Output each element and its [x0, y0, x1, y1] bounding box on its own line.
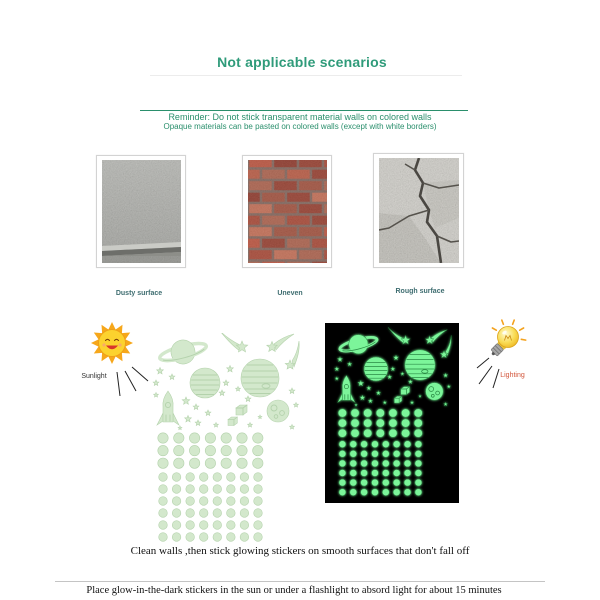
- dot-sticker: [338, 429, 346, 437]
- dot-sticker: [350, 460, 357, 467]
- star-sticker: [223, 380, 229, 385]
- star-sticker: [248, 423, 253, 428]
- star-sticker: [205, 410, 211, 415]
- dot-sticker: [159, 497, 168, 506]
- dot-sticker: [415, 460, 422, 467]
- saturn-sticker: [337, 330, 379, 358]
- dot-sticker: [213, 473, 222, 482]
- dot-sticker: [339, 470, 346, 477]
- dot-sticker: [237, 445, 247, 455]
- dot-sticker: [376, 409, 384, 417]
- uneven-surface-photo-frame: [242, 155, 332, 268]
- dot-sticker: [240, 509, 249, 518]
- dot-sticker: [393, 450, 400, 457]
- dot-sticker: [393, 470, 400, 477]
- dot-sticker: [415, 479, 422, 486]
- reminder-divider: [140, 110, 468, 111]
- star-sticker: [154, 393, 159, 398]
- dot-sticker: [350, 479, 357, 486]
- star-sticker: [219, 390, 225, 395]
- dot-sticker: [364, 419, 372, 427]
- star-sticker: [178, 426, 182, 430]
- daylight-sticker-set: [150, 333, 305, 545]
- dot-sticker: [351, 419, 359, 427]
- dot-sticker: [240, 521, 249, 530]
- page-title: Not applicable scenarios: [217, 54, 387, 70]
- dot-sticker: [159, 533, 168, 542]
- star-sticker: [335, 377, 339, 381]
- dot-sticker: [172, 485, 181, 494]
- star-sticker: [289, 388, 295, 393]
- sun-face: [99, 330, 126, 357]
- dot-sticker: [159, 485, 168, 494]
- dot-sticker: [372, 460, 379, 467]
- star-sticker: [387, 375, 392, 379]
- dot-sticker: [213, 521, 222, 530]
- dot-sticker: [361, 450, 368, 457]
- dot-sticker: [253, 458, 263, 468]
- bulb-glass: [498, 327, 519, 348]
- star-sticker: [360, 395, 365, 400]
- sun-icon: [87, 318, 137, 368]
- dot-sticker: [227, 473, 236, 482]
- comet-star: [236, 341, 247, 352]
- dot-sticker: [158, 458, 168, 468]
- dot-sticker: [254, 497, 263, 506]
- dot-sticker: [414, 409, 422, 417]
- dot-sticker: [415, 470, 422, 477]
- dot-sticker: [172, 521, 181, 530]
- dot-sticker: [186, 521, 195, 530]
- dusty-surface-photo-frame: [96, 155, 186, 268]
- dot-sticker: [199, 533, 208, 542]
- dot-sticker: [339, 441, 346, 448]
- lighting-label: Lighting: [500, 372, 525, 379]
- dot-sticker: [372, 479, 379, 486]
- dot-sticker: [174, 433, 184, 443]
- striped-planet-sticker: [190, 368, 220, 398]
- star-sticker: [376, 391, 381, 395]
- star-sticker: [193, 404, 199, 409]
- dark-room-panel: [325, 323, 459, 503]
- dot-sticker: [372, 489, 379, 496]
- dot-sticker: [361, 470, 368, 477]
- dot-sticker: [186, 509, 195, 518]
- dot-sticker: [205, 445, 215, 455]
- dot-sticker: [159, 473, 168, 482]
- dot-sticker: [382, 450, 389, 457]
- star-sticker: [383, 401, 387, 405]
- comet-sticker: [285, 341, 299, 369]
- dot-sticker: [240, 533, 249, 542]
- instruction-charge-light: Place glow-in-the-dark stickers in the sun or under a flashlight to absord light for about 15 minutes: [86, 585, 502, 596]
- dot-sticker: [404, 460, 411, 467]
- dot-sticker: [401, 419, 409, 427]
- glowing-space-sticker-group: [335, 327, 452, 495]
- dot-sticker: [213, 485, 222, 494]
- sunlight-label: Sunlight: [81, 373, 107, 380]
- dot-sticker: [382, 460, 389, 467]
- dot-sticker: [205, 433, 215, 443]
- dot-sticker: [351, 409, 359, 417]
- star-sticker: [258, 415, 262, 419]
- dot-sticker: [199, 509, 208, 518]
- dot-sticker: [240, 485, 249, 494]
- dot-sticker: [172, 473, 181, 482]
- cracked-wall-photo: [379, 158, 459, 263]
- dot-sticker: [404, 450, 411, 457]
- instruction-clean-walls: Clean walls ,then stick glowing stickers on smooth surfaces that don't fall off: [130, 545, 470, 557]
- dot-sticker: [382, 479, 389, 486]
- star-sticker: [444, 402, 448, 406]
- star-sticker: [408, 379, 413, 383]
- comet-sticker: [425, 330, 447, 344]
- brick-wall-photo: [248, 160, 327, 263]
- dot-sticker: [199, 521, 208, 530]
- dot-sticker: [415, 441, 422, 448]
- sunlight-ray-lines: [110, 362, 152, 400]
- dot-sticker: [227, 521, 236, 530]
- dot-sticker: [227, 509, 236, 518]
- dusty-surface-caption: Dusty surface: [115, 290, 163, 297]
- dot-sticker: [221, 458, 231, 468]
- dot-sticker: [189, 433, 199, 443]
- dot-sticker: [361, 460, 368, 467]
- dusty-surface-photo: [102, 160, 181, 263]
- dot-sticker: [221, 433, 231, 443]
- dot-sticker: [401, 409, 409, 417]
- dot-sticker: [372, 450, 379, 457]
- jupiter-sticker: [405, 350, 435, 380]
- dot-sticker: [253, 445, 263, 455]
- dot-sticker: [364, 429, 372, 437]
- dot-sticker: [186, 533, 195, 542]
- dot-sticker: [186, 473, 195, 482]
- dot-sticker: [376, 429, 384, 437]
- lighting-ray-lines: [472, 355, 504, 391]
- dot-sticker: [227, 533, 236, 542]
- dot-sticker: [393, 460, 400, 467]
- dot-sticker: [339, 450, 346, 457]
- dot-sticker: [338, 419, 346, 427]
- reminder-subtext: Opaque materials can be pasted on colored walls (except with white borders): [163, 122, 437, 131]
- moon-sticker: [267, 400, 289, 422]
- cube-sticker: [228, 417, 237, 426]
- star-sticker: [358, 380, 364, 386]
- dot-sticker: [213, 533, 222, 542]
- dot-sticker: [189, 445, 199, 455]
- star-sticker: [195, 420, 201, 425]
- dot-sticker: [174, 445, 184, 455]
- dot-sticker: [172, 533, 181, 542]
- dot-sticker: [414, 419, 422, 427]
- dot-sticker: [159, 509, 168, 518]
- cube-sticker: [236, 405, 247, 415]
- rocket-sticker: [157, 391, 179, 425]
- star-sticker: [391, 367, 396, 371]
- dot-sticker: [350, 441, 357, 448]
- comet-sticker: [267, 334, 294, 351]
- star-sticker: [418, 395, 421, 398]
- dot-sticker: [199, 485, 208, 494]
- dot-sticker: [372, 441, 379, 448]
- dot-sticker: [254, 473, 263, 482]
- rocket-sticker: [338, 375, 356, 402]
- dot-sticker: [240, 473, 249, 482]
- dot-sticker: [338, 409, 346, 417]
- dot-sticker: [227, 497, 236, 506]
- dot-sticker: [227, 485, 236, 494]
- star-sticker: [157, 368, 164, 374]
- dot-sticker: [189, 458, 199, 468]
- star-sticker: [335, 367, 340, 371]
- star-sticker: [182, 397, 190, 404]
- comet-sticker: [220, 333, 248, 352]
- dot-sticker: [174, 458, 184, 468]
- star-sticker: [367, 386, 372, 390]
- dot-sticker: [205, 458, 215, 468]
- dot-sticker: [350, 450, 357, 457]
- star-sticker: [153, 380, 159, 385]
- bottom-divider: [55, 581, 545, 582]
- dot-sticker: [393, 441, 400, 448]
- star-sticker: [236, 387, 241, 392]
- star-sticker: [347, 362, 352, 366]
- dot-sticker: [339, 489, 346, 496]
- star-sticker: [368, 399, 373, 403]
- dot-sticker: [351, 429, 359, 437]
- star-sticker: [337, 357, 342, 362]
- dot-sticker: [372, 470, 379, 477]
- dot-sticker: [404, 479, 411, 486]
- star-sticker: [294, 403, 299, 408]
- moon-sticker: [426, 383, 444, 401]
- dot-sticker: [254, 509, 263, 518]
- dot-sticker: [361, 441, 368, 448]
- dot-sticker: [213, 509, 222, 518]
- star-sticker: [393, 355, 398, 360]
- dot-sticker: [382, 470, 389, 477]
- dot-sticker: [382, 441, 389, 448]
- dot-sticker: [221, 445, 231, 455]
- striped-planet-sticker: [364, 357, 388, 381]
- dot-sticker: [240, 497, 249, 506]
- rough-surface-caption: Rough surface: [395, 288, 445, 295]
- title-divider: [150, 75, 462, 76]
- dot-sticker: [364, 409, 372, 417]
- dot-sticker: [158, 445, 168, 455]
- rough-surface-photo-frame: [373, 153, 464, 268]
- dot-sticker: [415, 450, 422, 457]
- dot-sticker: [172, 497, 181, 506]
- dot-sticker: [237, 458, 247, 468]
- dot-sticker: [199, 497, 208, 506]
- star-sticker: [227, 366, 234, 372]
- cube-sticker: [394, 396, 401, 403]
- dot-sticker: [199, 473, 208, 482]
- star-sticker: [185, 416, 192, 422]
- dot-sticker: [213, 497, 222, 506]
- glowing-sticker-set: [325, 323, 459, 503]
- dot-sticker: [414, 429, 422, 437]
- dot-sticker: [350, 470, 357, 477]
- star-sticker: [290, 425, 295, 430]
- dot-sticker: [254, 521, 263, 530]
- dot-sticker: [404, 441, 411, 448]
- dot-sticker: [389, 409, 397, 417]
- dot-sticker: [393, 479, 400, 486]
- dot-sticker: [186, 485, 195, 494]
- dot-sticker: [393, 489, 400, 496]
- dot-sticker: [254, 533, 263, 542]
- jupiter-sticker: [241, 359, 279, 397]
- saturn-sticker: [157, 334, 210, 370]
- dot-sticker: [158, 433, 168, 443]
- dot-sticker-grid: [158, 433, 263, 542]
- dot-sticker-grid: [338, 409, 422, 496]
- reminder-text: Reminder: Do not stick transparent material walls on colored walls: [168, 112, 432, 122]
- dot-sticker: [361, 489, 368, 496]
- star-sticker: [447, 385, 451, 389]
- cube-sticker: [401, 387, 410, 395]
- dot-sticker: [186, 497, 195, 506]
- dot-sticker: [339, 479, 346, 486]
- star-sticker: [245, 396, 251, 401]
- dot-sticker: [415, 489, 422, 496]
- dot-sticker: [254, 485, 263, 494]
- dot-sticker: [350, 489, 357, 496]
- dot-sticker: [404, 470, 411, 477]
- dot-sticker: [401, 429, 409, 437]
- uneven-caption: Uneven: [277, 290, 303, 297]
- comet-sticker: [388, 327, 410, 344]
- star-sticker: [169, 374, 175, 379]
- dot-sticker: [237, 433, 247, 443]
- star-sticker: [410, 401, 414, 405]
- star-sticker: [400, 372, 404, 376]
- dot-sticker: [361, 479, 368, 486]
- dot-sticker: [389, 419, 397, 427]
- space-sticker-group: [153, 333, 299, 541]
- dot-sticker: [253, 433, 263, 443]
- dot-sticker: [376, 419, 384, 427]
- comet-star: [401, 335, 410, 344]
- star-sticker: [354, 403, 357, 406]
- comet-sticker: [440, 335, 451, 357]
- dot-sticker: [382, 489, 389, 496]
- dot-sticker: [389, 429, 397, 437]
- dot-sticker: [404, 489, 411, 496]
- star-sticker: [443, 373, 448, 377]
- dot-sticker: [172, 509, 181, 518]
- dot-sticker: [339, 460, 346, 467]
- dot-sticker: [159, 521, 168, 530]
- star-sticker: [214, 423, 219, 428]
